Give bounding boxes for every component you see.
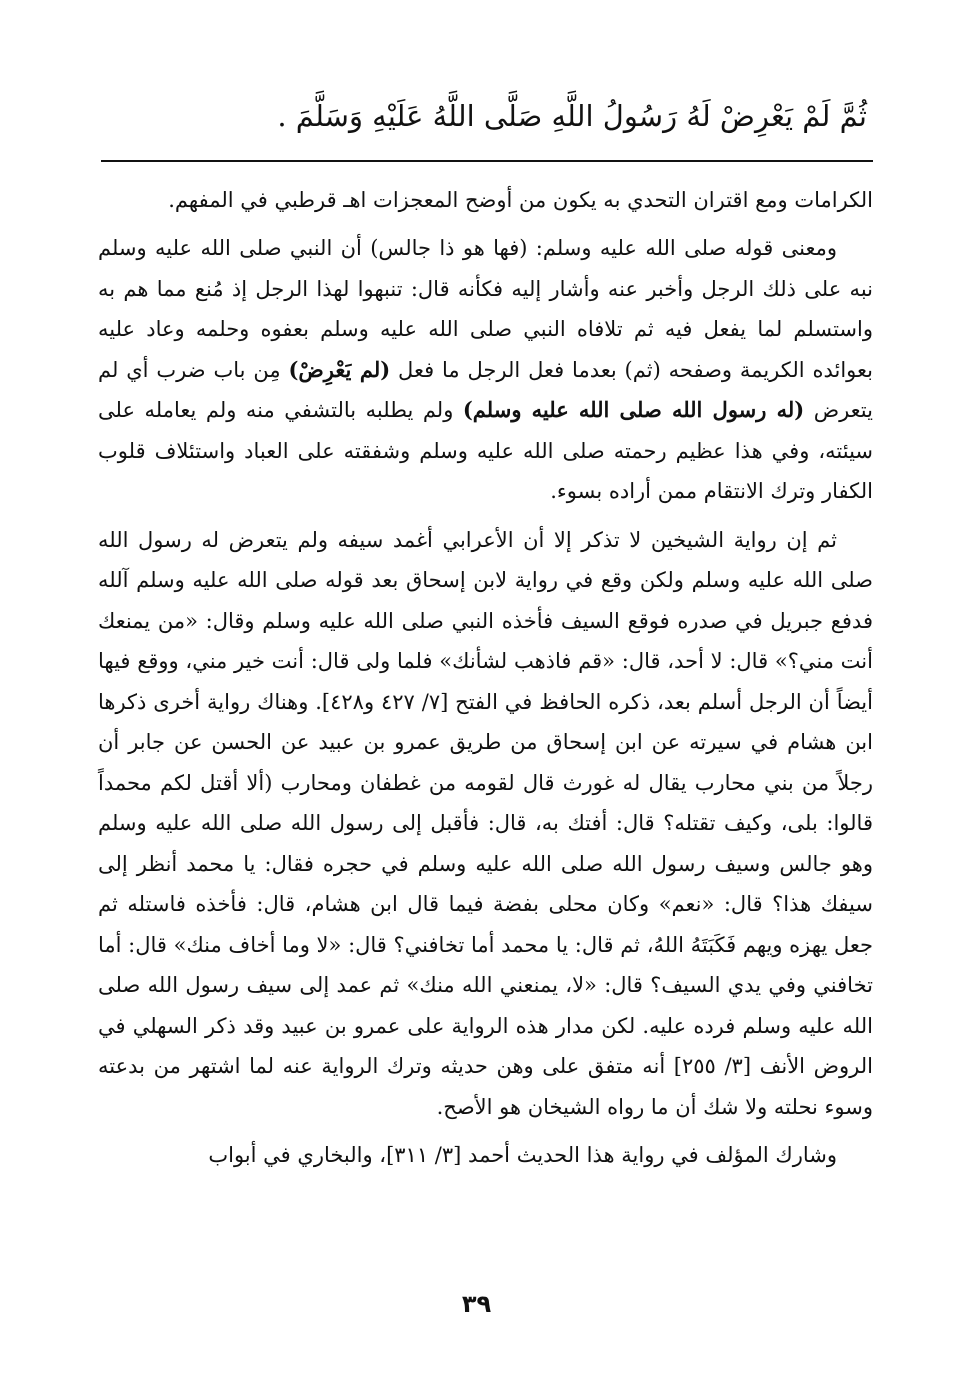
quoted-phrase-lam-yarid: (لم يَعْرِضْ) (288, 356, 391, 382)
footnote-divider (101, 160, 873, 162)
hadith-text-line: ثُمَّ لَمْ يَعْرِضْ لَهُ رَسُولُ اللَّهِ صَلَّى اللَّهُ عَلَيْهِ وَسَلَّمَ . (277, 99, 867, 133)
quoted-phrase-rasul-allah: (له رسول الله صلى الله عليه وسلم) (462, 397, 805, 422)
commentary-section (98, 180, 873, 1176)
page-number: ٣٩ (461, 1290, 492, 1318)
paragraph-2-text-c: مِن باب ضرب أي لم يتعرض (98, 357, 873, 422)
paragraph-2-text-a: ومعنى قوله صلى الله عليه وسلم: (فها هو ذا جالس) أن النبي صلى الله عليه وسلم نبه على ذلك الرجل وأخبر عنه وأشار إليه فكأنه قال: تنبهوا لهذا الرجل إذ مُنع مما هم به واستسلم لما يفعل فيه ثم تلافاه النبي صلى الله عليه وسلم بعفوه وحلمه وعاد عليه بعوائده الكريمة وصفحه (ثم) بعدما فعل الرجل ما فعل (98, 236, 873, 382)
paragraph-4: وشارك المؤلف في رواية هذا الحديث أحمد [٣/ ٣١١]، والبخاري في أبواب (208, 1143, 837, 1167)
paragraph-1: الكرامات ومع اقتران التحدي به يكون من أوضح المعجزات اهـ قرطبي في المفهم. (168, 188, 873, 212)
paragraph-3: ثم إن رواية الشيخين لا تذكر إلا أن الأعرابي أغمد سيفه ولم يتعرض له رسول الله صلى الله عليه وسلم ولكن وقع في رواية لابن إسحاق بعد قوله صلى الله عليه وسلم آلله فدفع جبريل في صدره فوقع السيف فأخذه النبي صلى الله عليه وسلم وقال: «من يمنعك أنت مني؟» قال: لا أحد، قال: «قم فاذهب لشأنك» فلما ولى قال: أنت خير مني، ووقع فيها أيضاً أن الرجل أسلم بعد، ذكره الحافظ في الفتح [٧/ ٤٢٧ و٤٢٨]. وهناك رواية أخرى ذكرها ابن هشام في سيرته عن ابن إسحاق من طريق عمرو بن عبيد عن الحسن عن جابر أن رجلاً من بني محارب يقال له غورث قال لقومه من غطفان ومحارب (ألا أقتل لكم محمداً قالوا: بلى، وكيف تقتله؟ قال: أفتك به، قال: فأقبل إلى رسول الله صلى الله عليه وسلم وهو جالس وسيف رسول الله صلى الله عليه وسلم في حجره فقال: يا محمد أنظر إلى سيفك هذا؟ قال: «نعم» وكان محلى بفضة فيما قال ابن هشام، قال: فأخذه فاستله ثم جعل يهزه ويهم فَكَبَتَهُ اللهُ، ثم قال: يا محمد أما تخافني؟ قال: «لا وما أخاف منك» قال: أما تخافني وفي يدي السيف؟ قال: «لا، يمنعني الله منك» ثم عمد إلى سيف رسول الله صلى الله عليه وسلم فرده عليه. لكن مدار هذه الرواية على عمرو بن عبيد وقد ذكر السهلي في الروض الأنف [٣/ ٢٥٥] أنه متفق على وهن حديثه وترك الرواية عنه لما اشتهر من بدعته وسوء نحلته ولا شك أن ما رواه الشيخان هو الأصح. (98, 527, 873, 1119)
paragraph-2-text-e: ولم يطلبه بالتشفي منه ولم يعامله على سيئته، وفي هذا عظيم رحمته صلى الله عليه وسلم وشفقته على العباد واستئلاف قلوب الكفار وترك الانتقام ممن أراده بسوء. (98, 398, 873, 503)
paragraph-2 (98, 228, 873, 512)
